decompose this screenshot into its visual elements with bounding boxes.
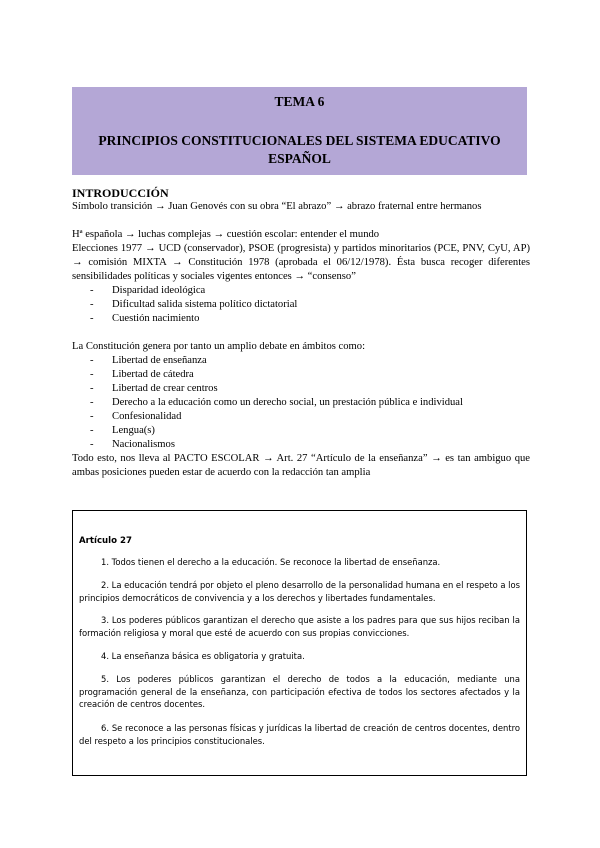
list-item: - Nacionalismos: [90, 438, 530, 452]
article-27-box: [72, 510, 527, 776]
debate-list: [72, 354, 530, 452]
list-item: - Libertad de cátedra: [90, 368, 530, 382]
article-item-1: 1. Todos tienen el derecho a la educación. Se reconoce la libertad de enseñanza.: [101, 557, 441, 567]
conclusion-paragraph: Todo esto, nos lleva al PACTO ESCOLAR → Art. 27 “Artículo de la enseñanza” → es tan ambiguo que ambas posiciones pueden estar de acuerdo con la redacción tan amplia: [72, 453, 530, 478]
title-banner: [72, 87, 527, 175]
article-item-3: 3. Los poderes públicos garantizan el derecho que asiste a los padres para que sus hijos reciban la formación religiosa y moral que esté de acuerdo con sus propias convicciones.: [79, 615, 520, 638]
debate-intro: La Constitución genera por tanto un amplio debate en ámbitos como:: [72, 341, 366, 352]
list-item: - Lengua(s): [90, 424, 530, 438]
article-item-6: 6. Se reconoce a las personas físicas y jurídicas la libertad de creación de centros docentes, dentro del respeto a los principios constitucionales.: [79, 723, 520, 746]
intro-paragraph-elections: Elecciones 1977 → UCD (conservador), PSOE (progresista) y partidos minoritarios (PCE, PNV, CyU, AP) → comisión MIXTA → Constitución 1978 (aprobada el 06/12/1978). Ésta busca recoger diferentes sensibilidades políticas y sociales vigentes entonces → “consenso”: [72, 243, 530, 282]
intro-line-history: Hª española → luchas complejas → cuestión escolar: entender el mundo: [72, 229, 380, 240]
list-item: - Confesionalidad: [90, 410, 530, 424]
list-item: - Libertad de crear centros: [90, 382, 530, 396]
consensus-list: [72, 284, 530, 326]
list-item: - Dificultad salida sistema político dictatorial: [90, 298, 530, 312]
page-title: TEMA 6: [274, 94, 325, 109]
article-item-4: 4. La enseñanza básica es obligatoria y gratuita.: [101, 651, 305, 661]
section-heading: INTRODUCCIÓN: [72, 186, 169, 200]
list-item: - Disparidad ideológica: [90, 284, 530, 298]
article-title: Artículo 27: [79, 536, 132, 546]
introduction-section: [72, 186, 530, 480]
page-subtitle: PRINCIPIOS CONSTITUCIONALES DEL SISTEMA EDUCATIVO ESPAÑOL: [98, 133, 501, 166]
intro-line-symbol: Símbolo transición → Juan Genovés con su obra “El abrazo” → abrazo fraternal entre hermanos: [72, 201, 482, 212]
article-item-2: 2. La educación tendrá por objeto el pleno desarrollo de la personalidad humana en el respeto a los principios democráticos de convivencia y a los derechos y libertades fundamentales.: [79, 580, 520, 603]
list-item: - Libertad de enseñanza: [90, 354, 530, 368]
list-item: - Cuestión nacimiento: [90, 312, 530, 326]
list-item: - Derecho a la educación como un derecho social, un prestación pública e individual: [90, 396, 530, 410]
article-item-5: 5. Los poderes públicos garantizan el derecho de todos a la educación, mediante una programación general de la enseñanza, con participación efectiva de todos los sectores afectados y la creación de centros docentes.: [79, 674, 520, 709]
